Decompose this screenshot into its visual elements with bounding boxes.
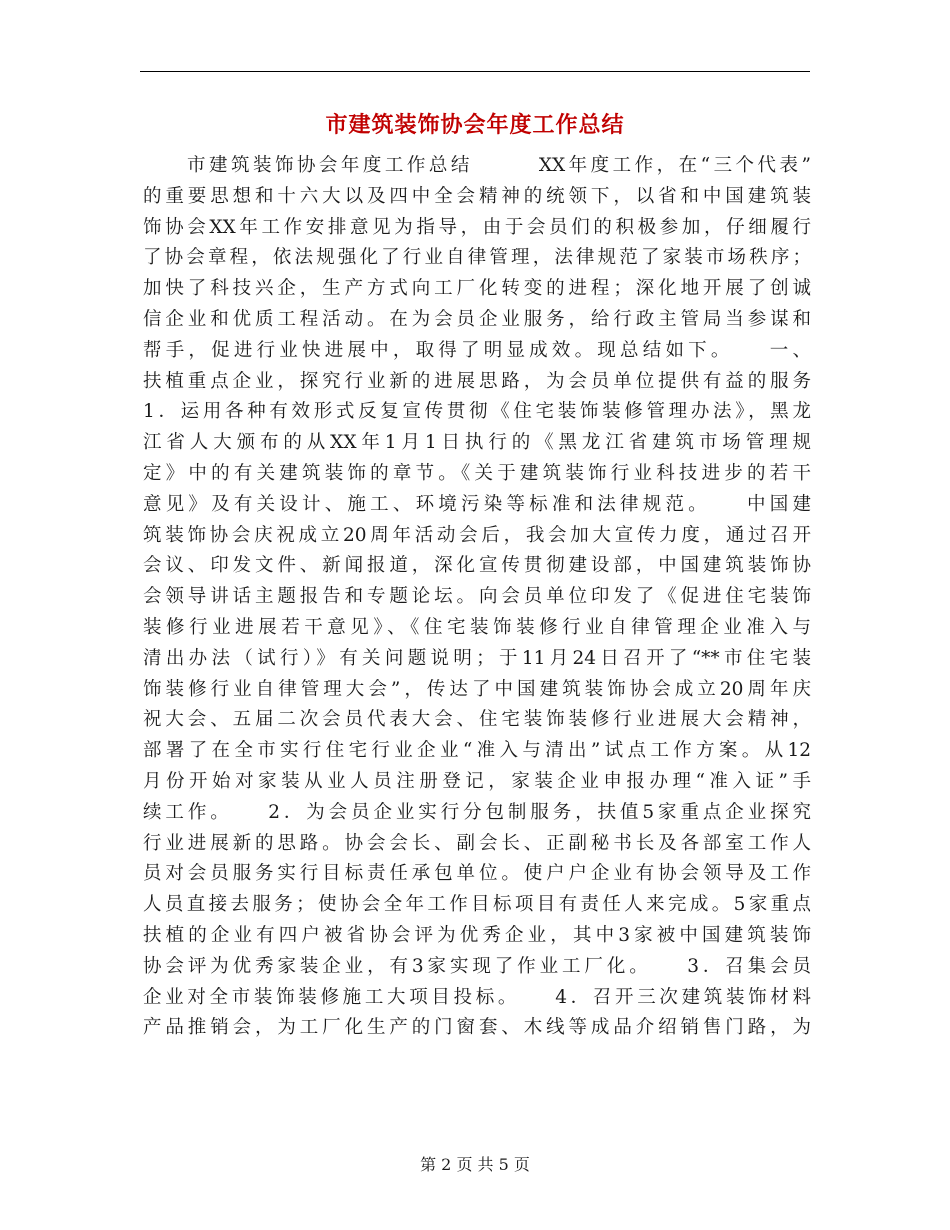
body-line: 月份开始对家装从业人员注册登记，家装企业申报办理“准入证”手 — [143, 770, 811, 792]
body-line: 了协会章程，依法规强化了行业自律管理，法律规范了家装市场秩序； — [143, 247, 811, 269]
body-line: 部署了在全市实行住宅行业企业“准入与清出”试点工作方案。从12 — [143, 740, 811, 762]
header-rule — [140, 71, 810, 72]
body-line: 企业对全市装饰装修施工大项目投标。 4．召开三次建筑装饰材料 — [143, 986, 811, 1008]
body-line: 1．运用各种有效形式反复宣传贯彻《住宅装饰装修管理办法》，黑龙 — [143, 401, 811, 423]
body-line: 饰装修行业自律管理大会”，传达了中国建筑装饰协会成立20周年庆 — [143, 678, 811, 700]
body-line: 饰协会XX年工作安排意见为指导，由于会员们的积极参加，仔细履行 — [143, 216, 811, 238]
body-line: 的重要思想和十六大以及四中全会精神的统领下，以省和中国建筑装 — [143, 185, 811, 207]
body-line: 扶植的企业有四户被省协会评为优秀企业，其中3家被中国建筑装饰 — [143, 924, 811, 946]
body-line: 祝大会、五届二次会员代表大会、住宅装饰装修行业进展大会精神， — [143, 709, 811, 731]
body-line: 员对会员服务实行目标责任承包单位。使户户企业有协会领导及工作 — [143, 863, 811, 885]
body-line: 意见》及有关设计、施工、环境污染等标准和法律规范。 中国建 — [143, 493, 811, 515]
body-line: 定》中的有关建筑装饰的章节。《关于建筑装饰行业科技进步的若干 — [143, 462, 811, 484]
body-line: 帮手，促进行业快进展中，取得了明显成效。现总结如下。 一、 — [143, 339, 811, 361]
body-line: 市建筑装饰协会年度工作总结 XX年度工作，在“三个代表” — [143, 155, 811, 176]
body-line: 人员直接去服务；使协会全年工作目标项目有责任人来完成。5家重点 — [143, 894, 811, 916]
page-footer — [0, 1153, 950, 1177]
body-line: 协会评为优秀家装企业，有3家实现了作业工厂化。 3．召集会员 — [143, 955, 811, 977]
body-line: 筑装饰协会庆祝成立20周年活动会后，我会加大宣传力度，通过召开 — [143, 524, 811, 546]
body-line: 扶植重点企业，探究行业新的进展思路，为会员单位提供有益的服务 — [143, 370, 811, 392]
page-number: 第 2 页 共 5 页 — [420, 1155, 530, 1174]
body-line: 行业进展新的思路。协会会长、副会长、正副秘书长及各部室工作人 — [143, 832, 811, 854]
document-title: 市建筑装饰协会年度工作总结 — [325, 113, 625, 138]
body-line: 会领导讲话主题报告和专题论坛。向会员单位印发了《促进住宅装饰 — [143, 586, 811, 608]
body-line: 续工作。 2．为会员企业实行分包制服务，扶值5家重点企业探究 — [143, 801, 811, 823]
body-line: 产品推销会，为工厂化生产的门窗套、木线等成品介绍销售门路，为 — [143, 1017, 811, 1039]
body-line: 装修行业进展若干意见》、《住宅装饰装修行业自律管理企业准入与 — [143, 616, 811, 638]
body-line: 会议、印发文件、新闻报道，深化宣传贯彻建设部，中国建筑装饰协 — [143, 555, 811, 577]
body-line: 加快了科技兴企，生产方式向工厂化转变的进程；深化地开展了创诚 — [143, 278, 811, 300]
body-line: 信企业和优质工程活动。在为会员企业服务，给行政主管局当参谋和 — [143, 308, 811, 330]
body-line: 清出办法（试行）》有关问题说明；于11月24日召开了“**市住宅装 — [143, 647, 811, 669]
document-body — [143, 151, 811, 1044]
body-line: 江省人大颁布的从XX年1月1日执行的《黑龙江省建筑市场管理规 — [143, 432, 811, 454]
